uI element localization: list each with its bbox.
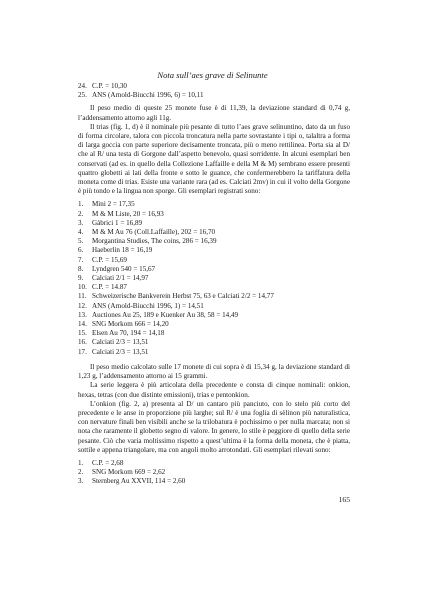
paragraph-onkion-description: L’onkion (fig. 2, a) presenta al D/ un cantaro più panciuto, con lo stelo più corto del precedente e le anse in proporzione più larghe; sul R/ è una foglia di sèlinon più naturalistica, con nervature finali ben visibili anche se la trilobatura è pochissimo o per nulla marcata; non si nota che raramente il globetto segno di valore. In genere, lo stile è peggiore di quello della serie pesante. Ciò che varia moltissimo rispetto a quest’ultima è la forma della moneta, che è piatta, sottile e appena triangolare, ma con angoli molto arrotondati. Gli esemplari rilevati sono: — [78, 399, 350, 454]
list-item-number: 15. — [78, 329, 87, 338]
list-item-text: C.P. = 15,69 — [92, 255, 127, 264]
list-item-number: 1. — [78, 200, 84, 209]
list-item-text: Mini 2 = 17,35 — [92, 200, 135, 209]
list-item-text: ANS (Arnold-Biucchi 1996, 1) = 14,51 — [92, 301, 204, 310]
list-item-text: ANS (Arnold-Biucchi 1996, 6) = 10,11 — [92, 91, 204, 100]
onkion-weights-list — [78, 459, 350, 487]
list-item-text: C.P. = 14.87 — [92, 283, 127, 292]
list-item-text: Morgantina Studies, The coins, 286 = 16,39 — [92, 237, 217, 246]
list-item — [78, 338, 350, 347]
list-item-number: 9. — [78, 274, 84, 283]
running-header: Nota sull’aes grave di Selinunte — [157, 70, 268, 80]
list-item-number: 13. — [78, 310, 87, 319]
list-item-number: 8. — [78, 264, 84, 273]
list-item — [78, 210, 350, 219]
list-item-text: Sternberg Au XXVII, 114 = 2,60 — [92, 477, 186, 486]
list-item-text: Schweizerische Bankverein Herbst 75, 63 e Calciati 2/2 = 14,77 — [92, 292, 274, 301]
list-item-number: 24. — [78, 82, 87, 90]
list-item-text: SNG Morkom 669 = 2,62 — [92, 468, 166, 477]
list-item-number: 4. — [78, 228, 84, 237]
list-item-number: 25. — [78, 91, 87, 100]
list-item — [78, 274, 350, 283]
weights-list-top — [78, 82, 350, 100]
list-item-text: Auctiones Au 25, 189 e Kuenker Au 38, 58 = 14,49 — [92, 310, 239, 319]
list-item-number: 7. — [78, 255, 84, 264]
list-item — [78, 329, 350, 338]
page-body — [78, 82, 350, 487]
list-item-text: Calciati 2/3 = 13,51 — [92, 347, 149, 356]
list-item-text: Calciati 2/3 = 13,51 — [92, 338, 149, 347]
list-item — [78, 477, 350, 486]
list-item-text: Lyndgren 540 = 15,67 — [92, 264, 156, 273]
list-item-number: 11. — [78, 292, 87, 301]
list-item-number: 14. — [78, 320, 87, 329]
list-item — [78, 237, 350, 246]
list-item — [78, 302, 350, 311]
list-item — [78, 320, 350, 329]
list-item-text: M & M Au 76 (Coll.Laffaille), 202 = 16,70 — [92, 228, 216, 237]
page-number: 165 — [338, 495, 350, 504]
list-item-text: Haeberlin 18 = 16,19 — [92, 246, 153, 255]
list-item-number: 3. — [78, 477, 84, 486]
list-item-number: 5. — [78, 237, 84, 246]
list-item-number: 6. — [78, 246, 84, 255]
list-item-number: 2. — [78, 468, 84, 477]
trias-weights-list — [78, 200, 350, 356]
paragraph-light-series: La serie leggera è più articolata della precedente e consta di cinque nominali: onkion, hexas, tetras (con due distinte emissioni), trias e pentonkion. — [78, 381, 350, 399]
list-item-text: M & M Liste, 20 = 16,93 — [92, 209, 164, 218]
list-item — [78, 468, 350, 477]
list-item-number: 3. — [78, 218, 84, 227]
list-item — [78, 82, 350, 91]
paragraph-mean-weight-trias: Il peso medio calcolato sulle 17 monete di cui sopra è di 15,34 g, la deviazione standard di 1,23 g, l’addensamento attorno ai 15 grammi. — [78, 362, 350, 381]
paragraph-trias-description: Il trias (fig. 1, d) è il nominale più pesante di tutto l’aes grave selinuntino, dato da un fuso di forma circolare, talora con piccola troncatura nella parte sovrastante i tipi o, talaltra a forma di larga goccia con parte superiore decisamente troncata, più o meno rettilinea. Porta sia al D/ che al R/ una testa di Gorgone dall’aspetto benevolo, quasi sorridente. In alcuni esemplari ben conservati (ad es. in quello della Collezione Laffaille e della M & M) sembrano essere presenti quattro globetti ai lati della fronte e sotto le guance, che confermerebbero la tariffatura della moneta come di trias. Esiste una variante rara (ad es. Calciati 2mv) in cui il volto della Gorgone è più tondo e la lingua non sporge. Gli esemplari registrati sono: — [78, 122, 350, 196]
list-item-number: 10. — [78, 283, 87, 292]
list-item — [78, 246, 350, 255]
list-item-text: Gàbrici 1 = 16,89 — [92, 218, 143, 227]
list-item — [78, 283, 350, 292]
list-item-text: Calciati 2/1 = 14,97 — [92, 274, 149, 283]
paragraph-mean-weight-light: Il peso medio di queste 25 monete fuse è di 11,39, la deviazione standard di 0,74 g, l’addensamento attorno agli 11g. — [78, 104, 350, 122]
list-item — [78, 311, 350, 320]
list-item-number: 16. — [78, 338, 87, 347]
list-item — [78, 459, 350, 468]
list-item-text: C.P. = 2,68 — [92, 458, 124, 467]
list-item — [78, 200, 350, 209]
list-item-number: 2. — [78, 209, 84, 218]
list-item-text: SNG Morkom 666 = 14,20 — [92, 320, 169, 329]
list-item-number: 17. — [78, 347, 87, 356]
list-item-text: C.P. = 10,30 — [92, 82, 127, 90]
list-item — [78, 228, 350, 237]
list-item-text: Elsen Au 70, 194 = 14,18 — [92, 329, 165, 338]
list-item — [78, 219, 350, 228]
list-item-number: 12. — [78, 301, 87, 310]
list-item — [78, 292, 350, 301]
list-item — [78, 256, 350, 265]
list-item — [78, 91, 350, 100]
list-item-number: 1. — [78, 458, 84, 467]
list-item — [78, 265, 350, 274]
list-item — [78, 348, 350, 357]
